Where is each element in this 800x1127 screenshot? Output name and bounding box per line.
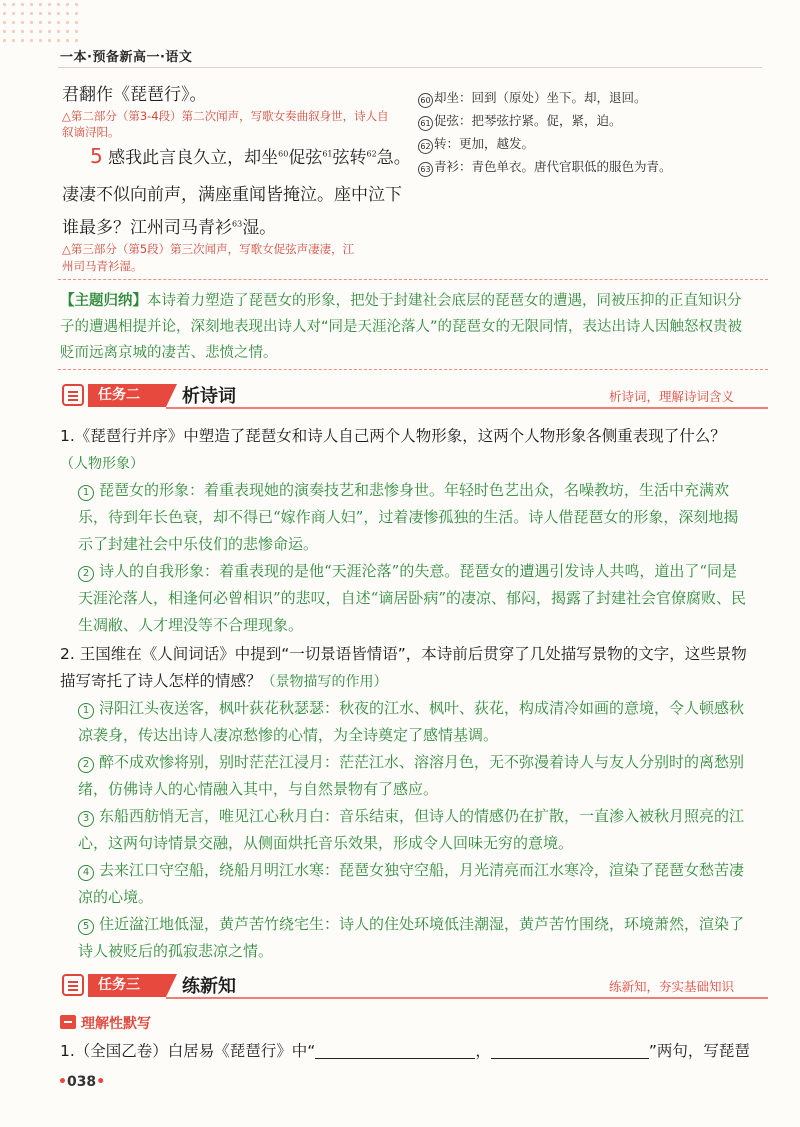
- annotation-part3-line1: △第三部分（第5段）第三次闻声，写歌女促弦声凄凄，江: [62, 242, 355, 256]
- question-2-hint: （景物描写的作用）: [261, 674, 388, 690]
- footnote-62: 62 转：更加，越发。: [418, 134, 534, 154]
- paragraph-number: 5: [90, 144, 103, 168]
- task-2-note: 析诗词，理解诗词含义: [608, 389, 734, 404]
- running-title: 一本·预备新高一·语文: [60, 50, 193, 65]
- poem-line-4: 谁最多？江州司马青衫$^{63}$湿。: [62, 218, 277, 238]
- minus-badge-icon: [60, 1015, 76, 1029]
- task-2-pill: 任务二: [88, 384, 166, 407]
- answer-2-4: 4 去来江口守空船，绕船月明江水寒：琵琶女独守空船，月光清亮而江水寒冷，渲染了琵琶女愁苦凄凉的心境。: [78, 861, 745, 906]
- answer-2-2: 2 醉不成欢惨将别，别时茫茫江浸月：茫茫江水、溶溶月色，无不弥漫着诗人与友人分别时的离愁别绪，仿佛诗人的心情融入其中，与自然景物有了感应。: [78, 753, 745, 798]
- footnote-63: 63 青衫：青色单衣。唐代官职低的服色为青。: [418, 157, 672, 177]
- footnote-61: 61 促弦：把琴弦拧紧。促，紧，迫。: [418, 111, 622, 131]
- question-2: 2. 王国维在《人间词话》中提到“一切景语皆情语”，本诗前后贯穿了几处描写景物的文字，这些景物描写寄托了诗人怎样的情感？（景物描写的作用）: [60, 645, 747, 690]
- theme-text: 本诗着力塑造了琵琶女的形象，把处于封建社会底层的琵琶女的遭遇，同被压抑的正直知识分子的遭遇相提并论，深刻地表现出诗人对“同是天涯沦落人”的琵琶女的无限同情，表达出诗人因触怒权贵被贬而远离京城的凄苦、悲愤之情。: [60, 293, 743, 361]
- task-2-header: [58, 383, 768, 411]
- annotation-part3-line2: 州司马青衫湿。: [62, 259, 143, 273]
- poem-line-3: 凄凄不似向前声，满座重闻皆掩泣。座中泣下: [62, 185, 402, 205]
- answer-1-2: 2 诗人的自我形象：着重表现的是他“天涯沦落”的失意。琵琶女的遭遇引发诗人共鸣，道出了“同是天涯沦落人，相逢何必曾相识”的悲叹，自述“谪居卧病”的凄凉、郁闷，揭露了封建社会官僚腐败、民生凋敝、人才埋没等不合理现象。: [78, 562, 747, 634]
- annotation-part2: △第二部分（第3-4段）第二次闻声，写歌女奏曲叙身世，诗人自叙谪浔阳。: [62, 109, 389, 139]
- footnote-ref: 61: [322, 149, 333, 159]
- answer-blank-2[interactable]: [491, 1041, 649, 1059]
- notebook-icon: [62, 974, 84, 996]
- footnote-ref: 63: [232, 219, 243, 229]
- notebook-icon: [62, 384, 84, 406]
- question-1-hint: （人物形象）: [60, 456, 144, 472]
- divider-dashed: [58, 369, 768, 370]
- divider-dashed: [58, 279, 768, 280]
- page-number: •038•: [58, 1074, 106, 1090]
- header-divider: [58, 67, 762, 68]
- footnote-ref: 62: [366, 149, 377, 159]
- poem-line-1: 君翻作《琵琶行》。: [62, 85, 207, 105]
- footnote-60: 60 却坐：回到（原处）坐下。却，退回。: [418, 88, 647, 108]
- task-3-pill: 任务三: [88, 974, 166, 997]
- section-label: 理解性默写: [81, 1016, 151, 1032]
- task-2-title: 析诗词: [182, 386, 236, 407]
- poem-line-2: 5 感我此言良久立，却坐$^{60}$促弦$^{61}$弦转$^{62}$急。: [90, 144, 411, 168]
- task-2-underline: [166, 407, 768, 409]
- answer-1-1: 1 琵琶女的形象：着重表现她的演奏技艺和悲惨身世。年轻时色艺出众，名噪教坊，生活中充满欢乐，待到年长色衰，却不得已“嫁作商人妇”，过着凄惨孤独的生活。诗人借琵琶女的形象，深刻地揭示了封建社会中乐伎们的悲惨命运。: [78, 481, 739, 553]
- theme-summary: [60, 288, 750, 366]
- task-3-title: 练新知: [182, 976, 236, 997]
- decorative-dots: [0, 0, 80, 42]
- theme-label: 【主题归纳】: [60, 293, 147, 309]
- fill-in-question: 1.（全国乙卷）白居易《琵琶行》中“ ， ”两句，写琵琶: [60, 1042, 750, 1060]
- task-3-note: 练新知，夯实基础知识: [608, 979, 734, 994]
- answer-2-3: 3 东船西舫悄无言，唯见江心秋月白：音乐结束，但诗人的情感仍在扩散，一直渗入被秋月照亮的江心，这两句诗情景交融，从侧面烘托音乐效果，形成令人回味无穷的意境。: [78, 807, 745, 852]
- answer-2-5: 5 住近湓江地低湿，黄芦苦竹绕宅生：诗人的住处环境低洼潮湿，黄芦苦竹围绕，环境萧然，渲染了诗人被贬后的孤寂悲凉之情。: [78, 915, 745, 960]
- question-1: 1.《琵琶行并序》中塑造了琵琶女和诗人自己两个人物形象，这两个人物形象各侧重表现了什么？ （人物形象）: [60, 427, 726, 472]
- task-3-underline: [166, 997, 768, 999]
- answer-blank-1[interactable]: [315, 1041, 475, 1059]
- task-3-header: [58, 973, 768, 1001]
- footnote-ref: 60: [278, 149, 289, 159]
- answer-2-1: 1 浔阳江头夜送客，枫叶荻花秋瑟瑟：秋夜的江水、枫叶、荻花，构成清冷如画的意境，令人顿感秋凉袭身，传达出诗人凄凉愁惨的心情，为全诗奠定了感情基调。: [78, 699, 745, 744]
